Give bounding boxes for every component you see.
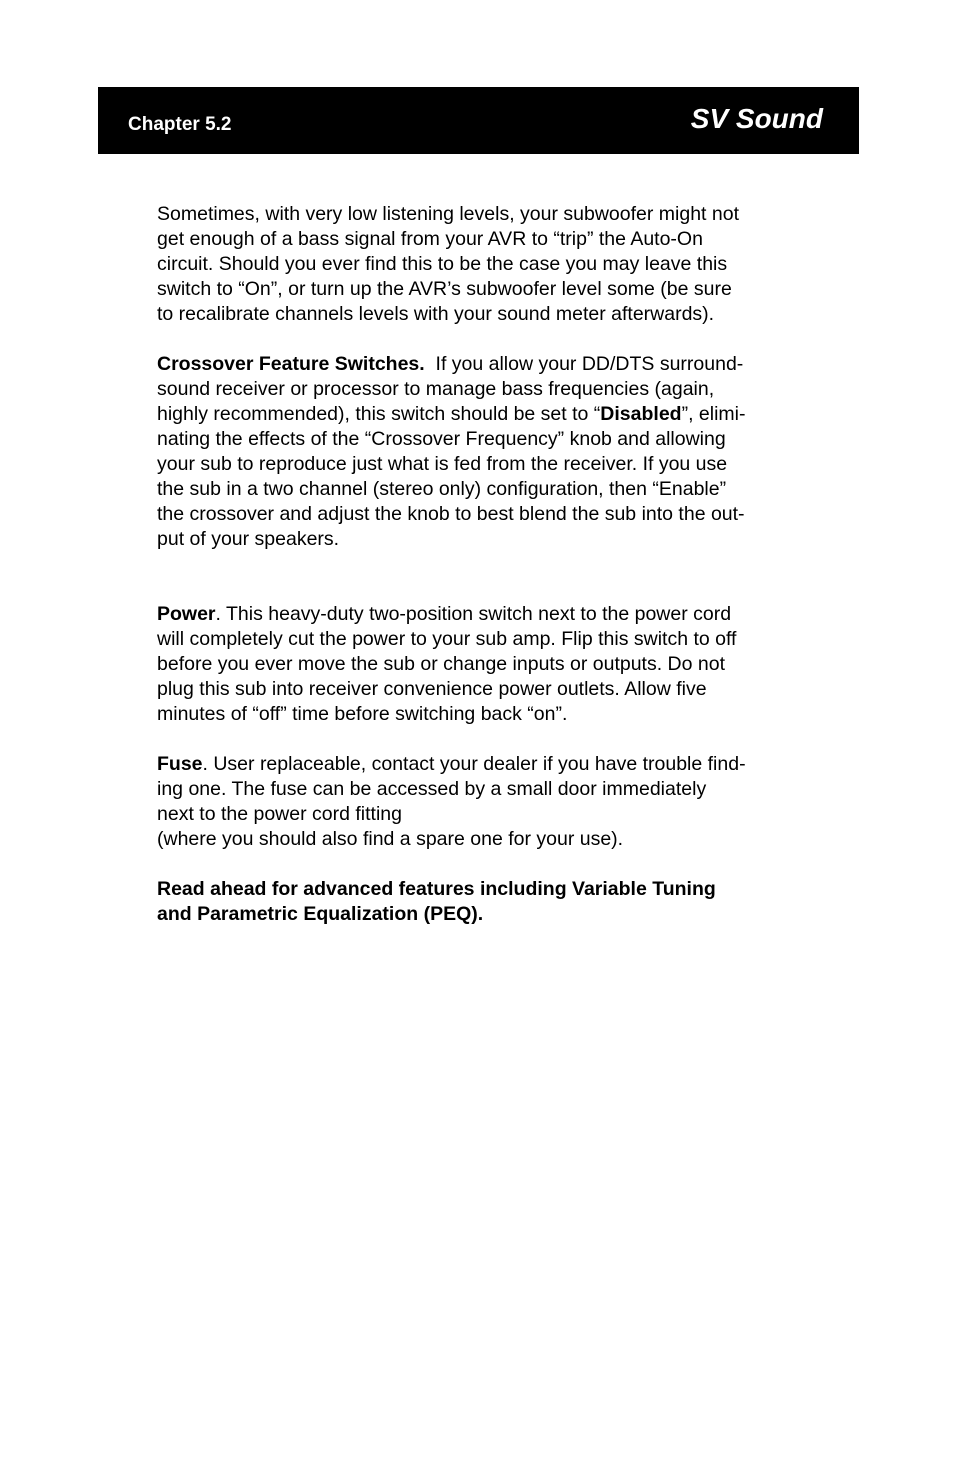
fuse-line1-text: . User replaceable, contact your dealer if you have trouble find- [202, 753, 746, 775]
fuse-heading: Fuse [157, 753, 203, 775]
text-line: switch to “On”, or turn up the AVR’s subwoofer level some (be sure [157, 278, 732, 300]
auto-on-paragraph [157, 202, 837, 327]
paragraph-spacer [157, 727, 837, 752]
text-line: sound receiver or processor to manage bass frequencies (again, [157, 378, 715, 400]
paragraph-spacer [157, 852, 837, 877]
power-paragraph [157, 602, 837, 727]
crossover-heading: Crossover Feature Switches. [157, 353, 425, 375]
text-line: ing one. The fuse can be accessed by a small door immediately [157, 778, 707, 800]
text-line: minutes of “off” time before switching back “on”. [157, 703, 568, 725]
text-line: nating the effects of the “Crossover Frequency” knob and allowing [157, 428, 726, 450]
text-line: next to the power cord fitting [157, 803, 402, 825]
text-line: will completely cut the power to your sub amp. Flip this switch to off [157, 628, 737, 650]
text-line: Sometimes, with very low listening levels, your subwoofer might not [157, 203, 739, 225]
text-line: the crossover and adjust the knob to best blend the sub into the out- [157, 503, 745, 525]
crossover-line3-pre: highly recommended), this switch should be set to “ [157, 403, 601, 425]
crossover-paragraph [157, 352, 837, 552]
text-line: Read ahead for advanced features including Variable Tuning [157, 878, 716, 900]
power-heading: Power [157, 603, 216, 625]
paragraph-spacer [157, 552, 837, 602]
power-line1-text: . This heavy-duty two-position switch next to the power cord [215, 603, 732, 625]
text-line: put of your speakers. [157, 528, 340, 550]
page-body [157, 202, 837, 927]
text-line: and Parametric Equalization (PEQ). [157, 903, 484, 925]
text-line: the sub in a two channel (stereo only) configuration, then “Enable” [157, 478, 727, 500]
text-line [157, 752, 837, 777]
text-line [157, 602, 837, 627]
crossover-line3-post: ”, elimi- [681, 403, 746, 425]
crossover-line1-text: If you allow your DD/DTS surround- [424, 353, 744, 375]
text-line: to recalibrate channels levels with your sound meter afterwards). [157, 303, 715, 325]
text-line: get enough of a bass signal from your AVR to “trip” the Auto-On [157, 228, 703, 250]
brand-label: SV Sound [690, 103, 823, 134]
text-line: plug this sub into receiver convenience power outlets. Allow five [157, 678, 707, 700]
text-line: circuit. Should you ever find this to be the case you may leave this [157, 253, 728, 275]
chapter-header-bar [98, 87, 859, 154]
read-ahead-note [157, 877, 837, 927]
text-line: before you ever move the sub or change inputs or outputs. Do not [157, 653, 726, 675]
text-line [157, 352, 837, 377]
text-line: your sub to reproduce just what is fed from the receiver. If you use [157, 453, 728, 475]
chapter-label: Chapter 5.2 [128, 114, 232, 135]
fuse-paragraph [157, 752, 837, 852]
paragraph-spacer [157, 327, 837, 352]
text-line: (where you should also find a spare one for your use). [157, 828, 624, 850]
disabled-term: Disabled [600, 403, 682, 425]
text-line [157, 402, 837, 427]
